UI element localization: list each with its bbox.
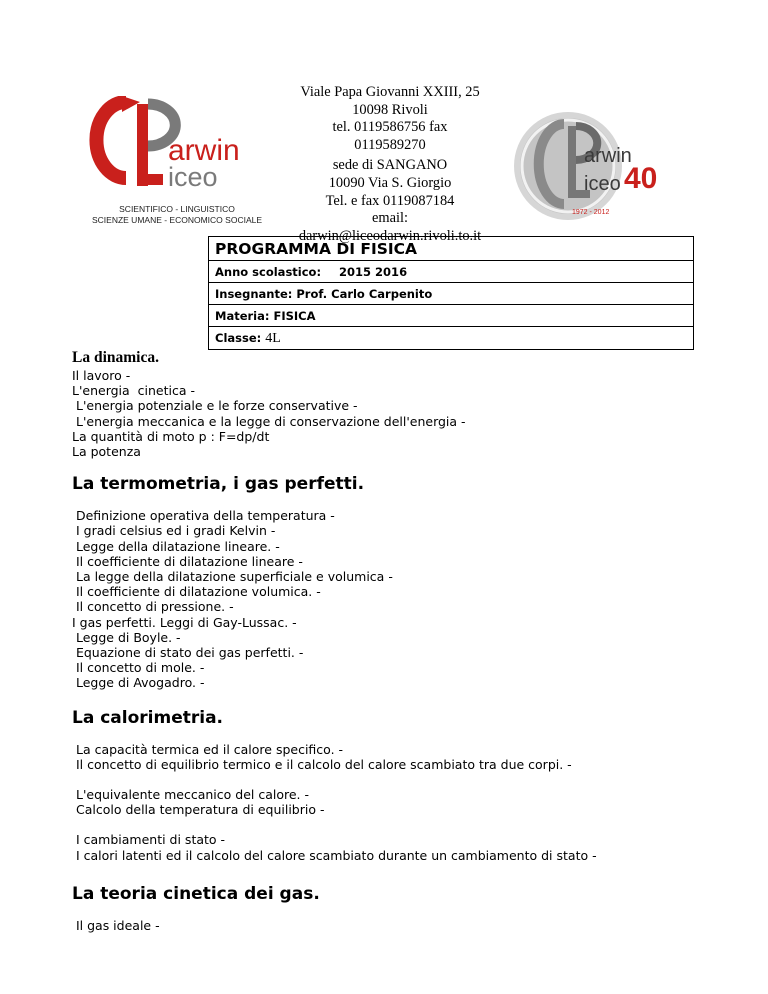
topic-line: Il coefficiente di dilatazione lineare - [72, 553, 303, 569]
section-teoria-cinetica [72, 883, 752, 933]
topic-line: Il concetto di equilibrio termico e il calcolo del calore scambiato tra due corpi. - [72, 756, 572, 772]
school-address [276, 84, 504, 245]
topic-line: L'energia cinetica - [72, 383, 195, 399]
topic-line: Il gas ideale - [72, 917, 160, 933]
darwin-logo-graphic [82, 96, 272, 200]
topic-line: I gradi celsius ed i gradi Kelvin - [72, 523, 276, 539]
address-line: Viale Papa Giovanni XXIII, 25 [300, 84, 480, 100]
address-line: 10090 Via S. Giorgio [328, 174, 452, 191]
subject-row: Materia: FISICA [209, 305, 693, 327]
school-year-label: Anno scolastico: [215, 265, 322, 279]
topic-line: Il coefficiente di dilatazione volumica. - [72, 584, 321, 600]
topic-line: Definizione operativa della temperatura - [72, 508, 335, 524]
program-info-table [208, 236, 694, 350]
topic-line: I calori latenti ed il calcolo del calore scambiato durante un cambiamento di stato - [72, 847, 597, 863]
anniversary-logo [512, 108, 676, 224]
topic-line: I gas perfetti. Leggi di Gay-Lussac. - [72, 614, 297, 630]
topic-line: I cambiamenti di stato - [72, 832, 226, 848]
topic-line: Il concetto di pressione. - [72, 599, 234, 615]
section-dinamica [72, 348, 752, 459]
topic-line: Calcolo della temperatura di equilibrio - [72, 802, 325, 818]
topic-line: La potenza [72, 444, 141, 460]
liceo-darwin-logo [82, 96, 272, 232]
section-calorimetria [72, 707, 752, 863]
address-line: email: [372, 210, 408, 227]
topic-line: L'equivalente meccanico del calore. - [72, 787, 309, 803]
class-value: 4L [265, 331, 281, 346]
address-line: tel. 0119586756 fax [332, 119, 448, 136]
topic-line: Legge della dilatazione lineare. - [72, 538, 280, 554]
address-line: 0119589270 [354, 136, 426, 153]
topic-line: La capacità termica ed il calore specifico. - [72, 741, 344, 757]
class-row [209, 327, 693, 349]
topic-line: Equazione di stato dei gas perfetti. - [72, 645, 304, 661]
topic-line: Legge di Avogadro. - [72, 675, 205, 691]
section-heading: La termometria, i gas perfetti. [72, 474, 365, 495]
program-title: PROGRAMMA DI FISICA [209, 237, 693, 261]
anniversary-years: 1972 - 2012 [572, 209, 610, 216]
address-line: Tel. e fax 0119087184 [325, 192, 455, 209]
topic-line: L'energia meccanica e la legge di conservazione dell'energia - [72, 413, 466, 429]
section-heading: La calorimetria. [72, 707, 223, 728]
section-heading: La dinamica. [72, 349, 159, 366]
topic-line: La quantità di moto p : F=dp/dt [72, 428, 270, 444]
topic-line: Il concetto di mole. - [72, 660, 205, 676]
anniversary-word-arwin: arwin [584, 145, 632, 167]
logo-subtitle-line-2: SCIENZE UMANE - ECONOMICO SOCIALE [91, 215, 263, 225]
school-year-row [209, 261, 693, 283]
logo-subtitle-line-1: SCIENTIFICO - LINGUISTICO [119, 204, 235, 214]
topic-line: L'energia potenziale e le forze conservative - [72, 398, 358, 414]
topic-line: Il lavoro - [72, 368, 131, 383]
section-heading: La teoria cinetica dei gas. [72, 883, 320, 904]
section-termometria [72, 473, 752, 690]
email-link[interactable]: darwin@liceodarwin.rivoli.to.it [298, 227, 482, 244]
logo-word-iceo: iceo [168, 162, 218, 192]
class-label: Classe: [215, 331, 262, 345]
address-line: sede di SANGANO [332, 157, 448, 174]
anniversary-logo-graphic [512, 108, 676, 224]
school-year-value: 2015 2016 [339, 265, 408, 279]
logo-subtitle [82, 204, 272, 226]
topic-line: Legge di Boyle. - [72, 629, 181, 645]
anniversary-word-iceo: iceo [584, 173, 621, 195]
program-content [72, 348, 752, 933]
address-line: 10098 Rivoli [352, 101, 428, 118]
teacher-row: Insegnante: Prof. Carlo Carpenito [209, 283, 693, 305]
topic-line: La legge della dilatazione superficiale e volumica - [72, 569, 393, 585]
anniversary-number: 40 [624, 162, 658, 195]
logo-word-arwin: arwin [168, 134, 240, 167]
